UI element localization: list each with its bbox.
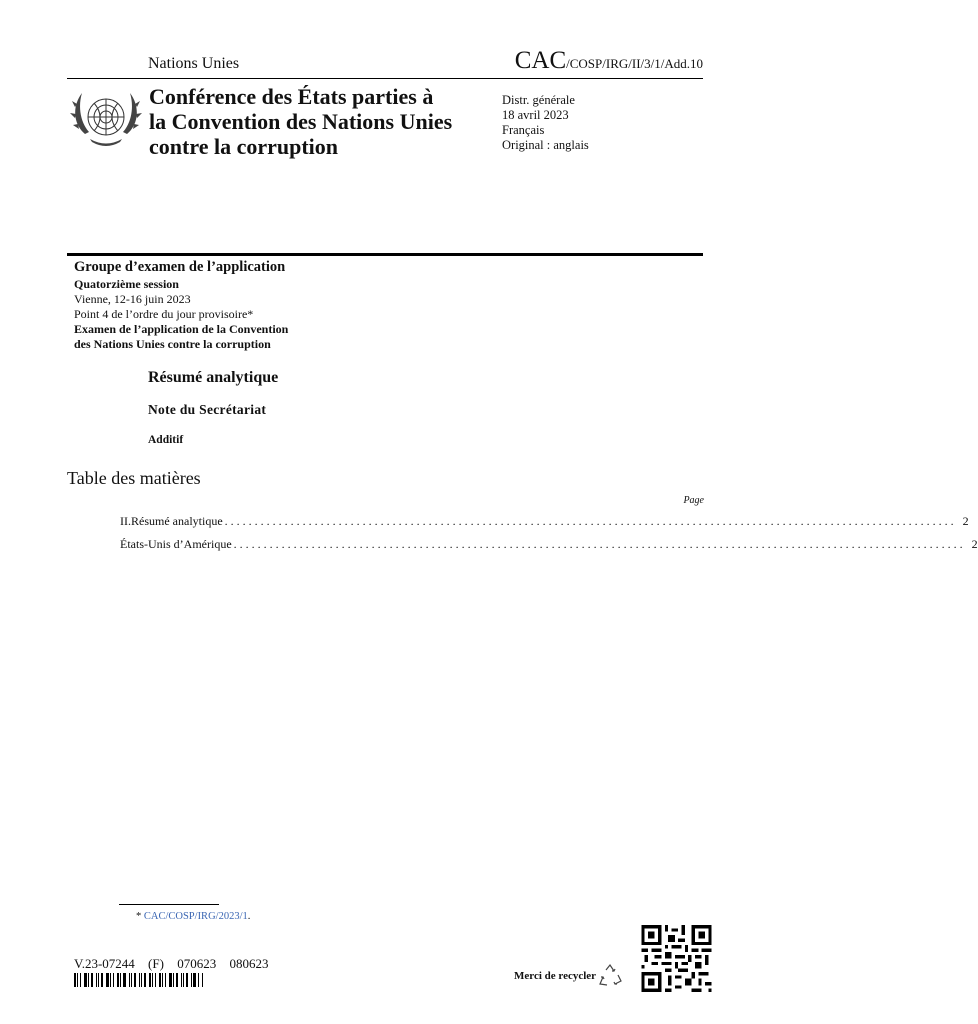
- barcode-bar: [134, 973, 136, 987]
- barcode-bar: [96, 973, 97, 987]
- session-name: Quatorzième session: [74, 277, 179, 291]
- toc-leader-dots: ..........................................................................................................................: [224, 514, 957, 528]
- language-line: Français: [502, 123, 545, 137]
- qr-code-icon: [641, 925, 712, 992]
- symbol-suffix: /COSP/IRG/II/3/1/Add.10: [566, 56, 703, 71]
- barcode-bar: [173, 973, 174, 987]
- recycle-notice: [514, 964, 622, 988]
- header-divider: [67, 78, 703, 79]
- barcode-bar: [123, 973, 126, 987]
- barcode-bar: [98, 973, 99, 987]
- job-date: 080623: [229, 956, 269, 971]
- symbol-prefix: CAC: [514, 47, 567, 74]
- document-note: Note du Secrétariat: [148, 402, 267, 417]
- barcode-bar: [149, 973, 151, 987]
- job-number: [74, 956, 268, 972]
- un-emblem-icon: [68, 84, 144, 154]
- barcode-bar: [193, 973, 196, 987]
- barcode-icon: [74, 973, 204, 987]
- document-title: Résumé analytique: [148, 369, 279, 386]
- place-date: Vienne, 12-16 juin 2023: [74, 292, 191, 306]
- group-name: Groupe d’examen de l’application: [74, 259, 286, 275]
- footnote: [136, 911, 250, 922]
- job-code: V.23-07244 (F): [74, 956, 164, 971]
- toc-page-label: Page: [683, 495, 704, 506]
- barcode-bar: [74, 973, 76, 987]
- addendum-label: Additif: [148, 434, 184, 446]
- toc-entry-text: États-Unis d’Amérique: [120, 537, 232, 551]
- barcode-bar: [117, 973, 119, 987]
- barcode-bar: [165, 973, 166, 987]
- topic-line: Examen de l’application de la Convention: [74, 322, 289, 336]
- conference-title-line: Conférence des États parties à: [149, 84, 434, 109]
- barcode-bar: [88, 973, 89, 987]
- barcode-bar: [176, 973, 178, 987]
- barcode-bar: [77, 973, 78, 987]
- meeting-info: [74, 258, 288, 352]
- recycle-text: Merci de recycler: [514, 970, 597, 982]
- original-language-line: Original : anglais: [502, 138, 589, 152]
- distribution-info: [502, 93, 589, 153]
- barcode-bar: [101, 973, 103, 987]
- barcode-bar: [139, 973, 140, 987]
- barcode-bar: [113, 973, 114, 987]
- barcode-bar: [131, 973, 132, 987]
- toc-entry-page: 2: [971, 537, 978, 551]
- recycle-icon: [598, 964, 622, 988]
- toc-entry-number: II.: [120, 514, 131, 528]
- toc-heading: Table des matières: [67, 468, 201, 488]
- barcode-bar: [80, 973, 81, 987]
- barcode-bar: [169, 973, 172, 987]
- footnote-link[interactable]: CAC/COSP/IRG/2023/1: [143, 911, 248, 922]
- barcode-bar: [152, 973, 153, 987]
- footnote-tail: .: [247, 911, 251, 922]
- job-date: 070623: [177, 956, 217, 971]
- barcode-bar: [191, 973, 192, 987]
- barcode-bar: [181, 973, 182, 987]
- barcode-bar: [91, 973, 93, 987]
- toc-leader-dots: ..........................................................................................................................: [233, 537, 966, 551]
- barcode-bar: [144, 973, 147, 987]
- barcode-bar: [186, 973, 188, 987]
- footnote-marker: *: [136, 911, 142, 922]
- conference-title-line: la Convention des Nations Unies: [149, 109, 453, 134]
- document-symbol: [515, 47, 703, 75]
- barcode-bar: [155, 973, 156, 987]
- toc-entry-text: Résumé analytique: [131, 514, 223, 528]
- barcode-bar: [141, 973, 142, 987]
- footnote-divider: [119, 904, 219, 905]
- conference-title-line: contre la corruption: [149, 134, 339, 159]
- date-line: 18 avril 2023: [502, 108, 569, 122]
- barcode-bar: [162, 973, 163, 987]
- barcode-bar: [202, 973, 203, 987]
- barcode-bar: [106, 973, 109, 987]
- toc-entry-page: 2: [962, 514, 969, 528]
- conference-title: [149, 84, 489, 159]
- toc-entry[interactable]: [120, 513, 969, 529]
- agenda-item: Point 4 de l’ordre du jour provisoire*: [74, 307, 254, 321]
- toc-entry[interactable]: [120, 536, 978, 552]
- topic-line: des Nations Unies contre la corruption: [74, 337, 271, 351]
- barcode-bar: [110, 973, 111, 987]
- distribution-line: Distr. générale: [502, 93, 575, 107]
- barcode-bar: [84, 973, 87, 987]
- barcode-bar: [198, 973, 199, 987]
- organization-name: Nations Unies: [148, 55, 240, 72]
- barcode-bar: [129, 973, 130, 987]
- barcode-bar: [159, 973, 161, 987]
- section-divider: [67, 253, 703, 256]
- barcode-bar: [120, 973, 121, 987]
- barcode-bar: [183, 973, 184, 987]
